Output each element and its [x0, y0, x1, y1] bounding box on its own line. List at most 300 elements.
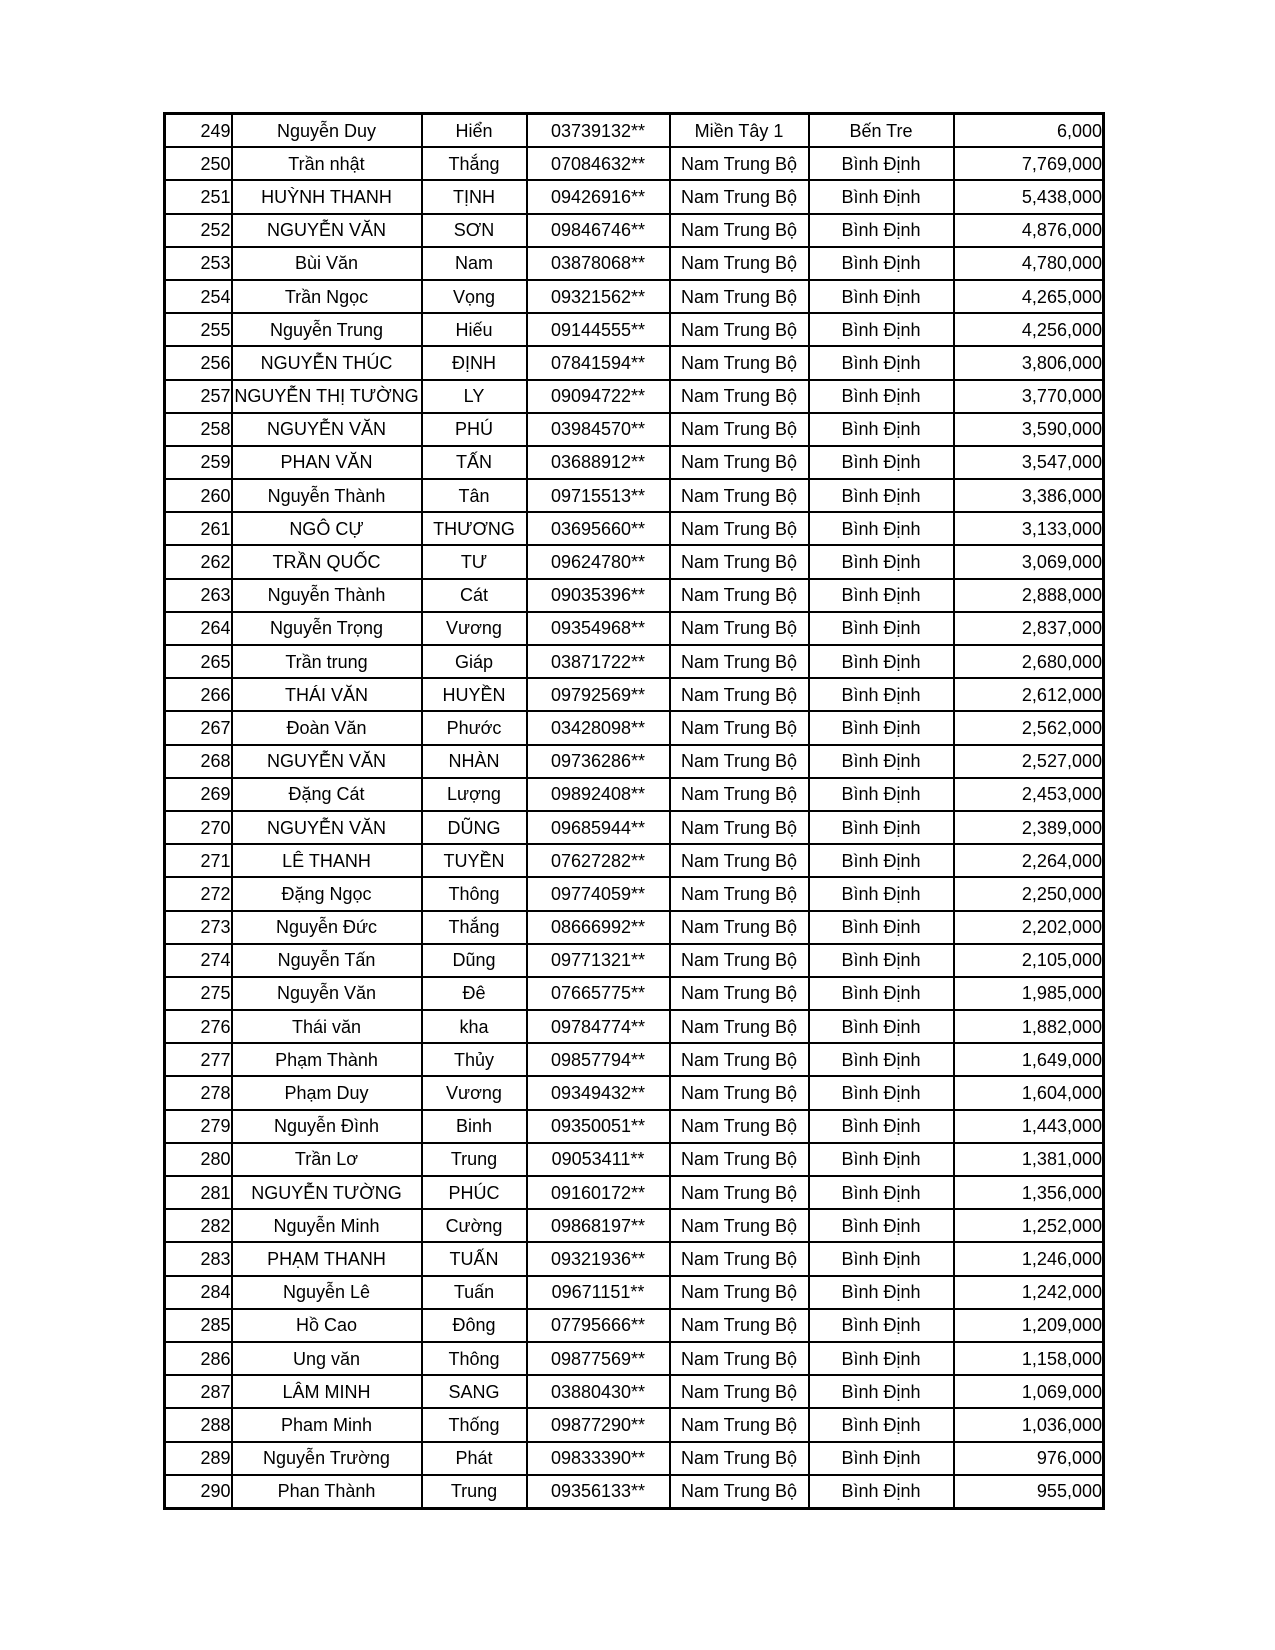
last-name-cell: Thông	[422, 1342, 527, 1375]
province-cell: Bình Định	[809, 147, 954, 180]
province-cell: Bình Định	[809, 877, 954, 910]
amount-cell: 2,527,000	[954, 745, 1104, 778]
last-name-cell: Thắng	[422, 147, 527, 180]
table-row	[165, 1342, 1104, 1375]
province-cell: Bình Định	[809, 977, 954, 1010]
amount-cell: 1,252,000	[954, 1209, 1104, 1242]
phone-cell: 09671151**	[527, 1276, 670, 1309]
region-cell: Nam Trung Bộ	[670, 711, 809, 744]
table-row	[165, 1209, 1104, 1242]
region-cell: Nam Trung Bộ	[670, 645, 809, 678]
phone-cell: 09356133**	[527, 1475, 670, 1509]
first-name-cell: PHẠM THANH	[232, 1242, 422, 1275]
amount-cell: 1,649,000	[954, 1043, 1104, 1076]
first-name-cell: THÁI VĂN	[232, 678, 422, 711]
table-row	[165, 811, 1104, 844]
row-number-cell: 286	[165, 1342, 232, 1375]
region-cell: Nam Trung Bộ	[670, 1110, 809, 1143]
amount-cell: 1,209,000	[954, 1309, 1104, 1342]
table-row	[165, 380, 1104, 413]
amount-cell: 976,000	[954, 1442, 1104, 1475]
first-name-cell: Nguyễn Tấn	[232, 944, 422, 977]
province-cell: Bình Định	[809, 1475, 954, 1509]
region-cell: Nam Trung Bộ	[670, 1475, 809, 1509]
amount-cell: 4,876,000	[954, 214, 1104, 247]
row-number-cell: 262	[165, 545, 232, 578]
region-cell: Nam Trung Bộ	[670, 1408, 809, 1441]
province-cell: Bình Định	[809, 645, 954, 678]
row-number-cell: 261	[165, 512, 232, 545]
row-number-cell: 254	[165, 280, 232, 313]
row-number-cell: 282	[165, 1209, 232, 1242]
province-cell: Bình Định	[809, 711, 954, 744]
phone-cell: 09892408**	[527, 778, 670, 811]
amount-cell: 2,105,000	[954, 944, 1104, 977]
region-cell: Nam Trung Bộ	[670, 479, 809, 512]
table-row	[165, 1043, 1104, 1076]
row-number-cell: 257	[165, 380, 232, 413]
last-name-cell: Thắng	[422, 911, 527, 944]
last-name-cell: LY	[422, 380, 527, 413]
first-name-cell: NGÔ CỰ	[232, 512, 422, 545]
region-cell: Nam Trung Bộ	[670, 346, 809, 379]
phone-cell: 03871722**	[527, 645, 670, 678]
province-cell: Bình Định	[809, 214, 954, 247]
first-name-cell: Nguyễn Trọng	[232, 612, 422, 645]
table-row	[165, 1010, 1104, 1043]
first-name-cell: NGUYỄN THỊ TƯỜNG	[232, 380, 422, 413]
region-cell: Nam Trung Bộ	[670, 1276, 809, 1309]
last-name-cell: Tuấn	[422, 1276, 527, 1309]
amount-cell: 955,000	[954, 1475, 1104, 1509]
amount-cell: 4,256,000	[954, 313, 1104, 346]
table-row	[165, 612, 1104, 645]
first-name-cell: Trần nhật	[232, 147, 422, 180]
last-name-cell: Vương	[422, 1076, 527, 1109]
row-number-cell: 281	[165, 1176, 232, 1209]
region-cell: Nam Trung Bộ	[670, 313, 809, 346]
province-cell: Bình Định	[809, 745, 954, 778]
first-name-cell: NGUYỄN VĂN	[232, 413, 422, 446]
last-name-cell: Thông	[422, 877, 527, 910]
phone-cell: 07665775**	[527, 977, 670, 1010]
first-name-cell: Nguyễn Trường	[232, 1442, 422, 1475]
row-number-cell: 270	[165, 811, 232, 844]
province-cell: Bình Định	[809, 1076, 954, 1109]
region-cell: Nam Trung Bộ	[670, 545, 809, 578]
row-number-cell: 278	[165, 1076, 232, 1109]
last-name-cell: NHÀN	[422, 745, 527, 778]
phone-cell: 09771321**	[527, 944, 670, 977]
row-number-cell: 277	[165, 1043, 232, 1076]
last-name-cell: Vọng	[422, 280, 527, 313]
region-cell: Nam Trung Bộ	[670, 612, 809, 645]
last-name-cell: TUYỀN	[422, 844, 527, 877]
first-name-cell: Nguyễn Văn	[232, 977, 422, 1010]
province-cell: Bình Định	[809, 1176, 954, 1209]
last-name-cell: Giáp	[422, 645, 527, 678]
row-number-cell: 284	[165, 1276, 232, 1309]
phone-cell: 09349432**	[527, 1076, 670, 1109]
region-cell: Nam Trung Bộ	[670, 380, 809, 413]
region-cell: Nam Trung Bộ	[670, 1242, 809, 1275]
first-name-cell: Đặng Cát	[232, 778, 422, 811]
table-row	[165, 745, 1104, 778]
amount-cell: 1,036,000	[954, 1408, 1104, 1441]
region-cell: Nam Trung Bộ	[670, 778, 809, 811]
first-name-cell: HUỲNH THANH	[232, 180, 422, 213]
first-name-cell: Đặng Ngọc	[232, 877, 422, 910]
amount-cell: 2,264,000	[954, 844, 1104, 877]
region-cell: Nam Trung Bộ	[670, 1043, 809, 1076]
amount-cell: 2,453,000	[954, 778, 1104, 811]
last-name-cell: Dũng	[422, 944, 527, 977]
row-number-cell: 271	[165, 844, 232, 877]
row-number-cell: 280	[165, 1143, 232, 1176]
last-name-cell: PHÚ	[422, 413, 527, 446]
region-cell: Nam Trung Bộ	[670, 944, 809, 977]
table-row	[165, 1375, 1104, 1408]
province-cell: Bình Định	[809, 545, 954, 578]
row-number-cell: 285	[165, 1309, 232, 1342]
row-number-cell: 287	[165, 1375, 232, 1408]
last-name-cell: Trung	[422, 1143, 527, 1176]
table-row	[165, 877, 1104, 910]
last-name-cell: Cát	[422, 579, 527, 612]
province-cell: Bình Định	[809, 1043, 954, 1076]
region-cell: Nam Trung Bộ	[670, 446, 809, 479]
amount-cell: 1,381,000	[954, 1143, 1104, 1176]
last-name-cell: Thủy	[422, 1043, 527, 1076]
row-number-cell: 289	[165, 1442, 232, 1475]
first-name-cell: LÊ THANH	[232, 844, 422, 877]
province-cell: Bình Định	[809, 280, 954, 313]
first-name-cell: Trần Ngọc	[232, 280, 422, 313]
phone-cell: 08666992**	[527, 911, 670, 944]
region-cell: Nam Trung Bộ	[670, 512, 809, 545]
row-number-cell: 265	[165, 645, 232, 678]
table-row	[165, 678, 1104, 711]
table-row	[165, 1475, 1104, 1509]
row-number-cell: 251	[165, 180, 232, 213]
table-row	[165, 247, 1104, 280]
phone-cell: 07795666**	[527, 1309, 670, 1342]
province-cell: Bình Định	[809, 1143, 954, 1176]
first-name-cell: Pham Minh	[232, 1408, 422, 1441]
row-number-cell: 253	[165, 247, 232, 280]
first-name-cell: NGUYỄN TƯỜNG	[232, 1176, 422, 1209]
amount-cell: 1,882,000	[954, 1010, 1104, 1043]
table-row	[165, 778, 1104, 811]
last-name-cell: TƯ	[422, 545, 527, 578]
table-row	[165, 214, 1104, 247]
table-row	[165, 1143, 1104, 1176]
first-name-cell: NGUYỄN THÚC	[232, 346, 422, 379]
region-cell: Nam Trung Bộ	[670, 247, 809, 280]
region-cell: Nam Trung Bộ	[670, 579, 809, 612]
first-name-cell: Hồ Cao	[232, 1309, 422, 1342]
table-row	[165, 280, 1104, 313]
table-row	[165, 1408, 1104, 1441]
last-name-cell: TUẤN	[422, 1242, 527, 1275]
first-name-cell: Phan Thành	[232, 1475, 422, 1509]
first-name-cell: NGUYỄN VĂN	[232, 811, 422, 844]
region-cell: Nam Trung Bộ	[670, 1143, 809, 1176]
last-name-cell: Nam	[422, 247, 527, 280]
amount-cell: 1,443,000	[954, 1110, 1104, 1143]
province-cell: Bình Định	[809, 1010, 954, 1043]
phone-cell: 03878068**	[527, 247, 670, 280]
table-row	[165, 911, 1104, 944]
amount-cell: 3,133,000	[954, 512, 1104, 545]
table-row	[165, 1276, 1104, 1309]
amount-cell: 1,356,000	[954, 1176, 1104, 1209]
region-cell: Nam Trung Bộ	[670, 413, 809, 446]
last-name-cell: Phước	[422, 711, 527, 744]
first-name-cell: PHAN VĂN	[232, 446, 422, 479]
phone-cell: 03984570**	[527, 413, 670, 446]
first-name-cell: LÂM MINH	[232, 1375, 422, 1408]
amount-cell: 7,769,000	[954, 147, 1104, 180]
results-table	[163, 112, 1105, 1510]
table-row	[165, 1442, 1104, 1475]
province-cell: Bình Định	[809, 579, 954, 612]
table-row	[165, 512, 1104, 545]
row-number-cell: 274	[165, 944, 232, 977]
amount-cell: 3,547,000	[954, 446, 1104, 479]
province-cell: Bình Định	[809, 1309, 954, 1342]
province-cell: Bình Định	[809, 678, 954, 711]
row-number-cell: 269	[165, 778, 232, 811]
table-body	[165, 114, 1104, 1509]
amount-cell: 6,000	[954, 114, 1104, 148]
row-number-cell: 264	[165, 612, 232, 645]
last-name-cell: SƠN	[422, 214, 527, 247]
first-name-cell: Đoàn Văn	[232, 711, 422, 744]
phone-cell: 09715513**	[527, 479, 670, 512]
province-cell: Bình Định	[809, 346, 954, 379]
table-row	[165, 1110, 1104, 1143]
region-cell: Nam Trung Bộ	[670, 911, 809, 944]
last-name-cell: Binh	[422, 1110, 527, 1143]
last-name-cell: Thống	[422, 1408, 527, 1441]
phone-cell: 09426916**	[527, 180, 670, 213]
last-name-cell: PHÚC	[422, 1176, 527, 1209]
last-name-cell: TẤN	[422, 446, 527, 479]
region-cell: Nam Trung Bộ	[670, 811, 809, 844]
table-row	[165, 944, 1104, 977]
table-row	[165, 346, 1104, 379]
region-cell: Miền Tây 1	[670, 114, 809, 148]
last-name-cell: Trung	[422, 1475, 527, 1509]
row-number-cell: 273	[165, 911, 232, 944]
province-cell: Bình Định	[809, 313, 954, 346]
table-row	[165, 1176, 1104, 1209]
amount-cell: 1,242,000	[954, 1276, 1104, 1309]
province-cell: Bình Định	[809, 380, 954, 413]
last-name-cell: Phát	[422, 1442, 527, 1475]
phone-cell: 03880430**	[527, 1375, 670, 1408]
last-name-cell: Vương	[422, 612, 527, 645]
first-name-cell: TRẦN QUỐC	[232, 545, 422, 578]
phone-cell: 09868197**	[527, 1209, 670, 1242]
region-cell: Nam Trung Bộ	[670, 1342, 809, 1375]
province-cell: Bình Định	[809, 413, 954, 446]
row-number-cell: 263	[165, 579, 232, 612]
last-name-cell: Đê	[422, 977, 527, 1010]
last-name-cell: TỊNH	[422, 180, 527, 213]
province-cell: Bình Định	[809, 512, 954, 545]
phone-cell: 07084632**	[527, 147, 670, 180]
phone-cell: 09685944**	[527, 811, 670, 844]
first-name-cell: Thái văn	[232, 1010, 422, 1043]
amount-cell: 1,985,000	[954, 977, 1104, 1010]
phone-cell: 09321936**	[527, 1242, 670, 1275]
table-row	[165, 313, 1104, 346]
amount-cell: 1,069,000	[954, 1375, 1104, 1408]
amount-cell: 1,246,000	[954, 1242, 1104, 1275]
table-row	[165, 1309, 1104, 1342]
first-name-cell: Nguyễn Thành	[232, 579, 422, 612]
phone-cell: 09624780**	[527, 545, 670, 578]
amount-cell: 3,590,000	[954, 413, 1104, 446]
phone-cell: 09857794**	[527, 1043, 670, 1076]
first-name-cell: Trần trung	[232, 645, 422, 678]
amount-cell: 5,438,000	[954, 180, 1104, 213]
table-row	[165, 1076, 1104, 1109]
row-number-cell: 256	[165, 346, 232, 379]
amount-cell: 1,158,000	[954, 1342, 1104, 1375]
region-cell: Nam Trung Bộ	[670, 280, 809, 313]
province-cell: Bình Định	[809, 778, 954, 811]
first-name-cell: Bùi Văn	[232, 247, 422, 280]
row-number-cell: 268	[165, 745, 232, 778]
last-name-cell: ĐỊNH	[422, 346, 527, 379]
row-number-cell: 288	[165, 1408, 232, 1441]
row-number-cell: 279	[165, 1110, 232, 1143]
phone-cell: 09877569**	[527, 1342, 670, 1375]
last-name-cell: Cường	[422, 1209, 527, 1242]
last-name-cell: Hiển	[422, 114, 527, 148]
table-row	[165, 1242, 1104, 1275]
phone-cell: 09350051**	[527, 1110, 670, 1143]
phone-cell: 09846746**	[527, 214, 670, 247]
amount-cell: 3,770,000	[954, 380, 1104, 413]
region-cell: Nam Trung Bộ	[670, 1010, 809, 1043]
table-row	[165, 645, 1104, 678]
row-number-cell: 252	[165, 214, 232, 247]
province-cell: Bình Định	[809, 180, 954, 213]
table-row	[165, 413, 1104, 446]
region-cell: Nam Trung Bộ	[670, 214, 809, 247]
row-number-cell: 290	[165, 1475, 232, 1509]
table-row	[165, 479, 1104, 512]
last-name-cell: Đông	[422, 1309, 527, 1342]
region-cell: Nam Trung Bộ	[670, 180, 809, 213]
amount-cell: 2,389,000	[954, 811, 1104, 844]
phone-cell: 09354968**	[527, 612, 670, 645]
phone-cell: 09833390**	[527, 1442, 670, 1475]
province-cell: Bình Định	[809, 944, 954, 977]
first-name-cell: Trần Lơ	[232, 1143, 422, 1176]
region-cell: Nam Trung Bộ	[670, 1375, 809, 1408]
table-row	[165, 147, 1104, 180]
region-cell: Nam Trung Bộ	[670, 678, 809, 711]
phone-cell: 09784774**	[527, 1010, 670, 1043]
province-cell: Bình Định	[809, 1242, 954, 1275]
amount-cell: 2,562,000	[954, 711, 1104, 744]
last-name-cell: THƯƠNG	[422, 512, 527, 545]
province-cell: Bình Định	[809, 844, 954, 877]
last-name-cell: SANG	[422, 1375, 527, 1408]
amount-cell: 4,780,000	[954, 247, 1104, 280]
first-name-cell: NGUYỄN VĂN	[232, 745, 422, 778]
table-row	[165, 711, 1104, 744]
region-cell: Nam Trung Bộ	[670, 1209, 809, 1242]
last-name-cell: kha	[422, 1010, 527, 1043]
phone-cell: 03695660**	[527, 512, 670, 545]
province-cell: Bình Định	[809, 1276, 954, 1309]
phone-cell: 09792569**	[527, 678, 670, 711]
phone-cell: 09035396**	[527, 579, 670, 612]
province-cell: Bình Định	[809, 1442, 954, 1475]
row-number-cell: 275	[165, 977, 232, 1010]
region-cell: Nam Trung Bộ	[670, 1076, 809, 1109]
first-name-cell: Nguyễn Duy	[232, 114, 422, 148]
region-cell: Nam Trung Bộ	[670, 745, 809, 778]
amount-cell: 1,604,000	[954, 1076, 1104, 1109]
row-number-cell: 266	[165, 678, 232, 711]
first-name-cell: Nguyễn Thành	[232, 479, 422, 512]
last-name-cell: Hiếu	[422, 313, 527, 346]
phone-cell: 03739132**	[527, 114, 670, 148]
row-number-cell: 258	[165, 413, 232, 446]
province-cell: Bình Định	[809, 247, 954, 280]
phone-cell: 09144555**	[527, 313, 670, 346]
last-name-cell: Tân	[422, 479, 527, 512]
amount-cell: 3,069,000	[954, 545, 1104, 578]
first-name-cell: Nguyễn Đức	[232, 911, 422, 944]
phone-cell: 09877290**	[527, 1408, 670, 1441]
province-cell: Bình Định	[809, 1209, 954, 1242]
region-cell: Nam Trung Bộ	[670, 977, 809, 1010]
phone-cell: 03428098**	[527, 711, 670, 744]
first-name-cell: Ung văn	[232, 1342, 422, 1375]
table-row	[165, 844, 1104, 877]
first-name-cell: Nguyễn Minh	[232, 1209, 422, 1242]
province-cell: Bến Tre	[809, 114, 954, 148]
province-cell: Bình Định	[809, 612, 954, 645]
row-number-cell: 283	[165, 1242, 232, 1275]
phone-cell: 09736286**	[527, 745, 670, 778]
province-cell: Bình Định	[809, 1110, 954, 1143]
last-name-cell: DŨNG	[422, 811, 527, 844]
row-number-cell: 276	[165, 1010, 232, 1043]
last-name-cell: HUYỀN	[422, 678, 527, 711]
first-name-cell: Phạm Thành	[232, 1043, 422, 1076]
row-number-cell: 249	[165, 114, 232, 148]
phone-cell: 07841594**	[527, 346, 670, 379]
region-cell: Nam Trung Bộ	[670, 147, 809, 180]
province-cell: Bình Định	[809, 1408, 954, 1441]
province-cell: Bình Định	[809, 811, 954, 844]
phone-cell: 07627282**	[527, 844, 670, 877]
province-cell: Bình Định	[809, 1342, 954, 1375]
first-name-cell: Nguyễn Trung	[232, 313, 422, 346]
province-cell: Bình Định	[809, 446, 954, 479]
phone-cell: 09053411**	[527, 1143, 670, 1176]
region-cell: Nam Trung Bộ	[670, 844, 809, 877]
